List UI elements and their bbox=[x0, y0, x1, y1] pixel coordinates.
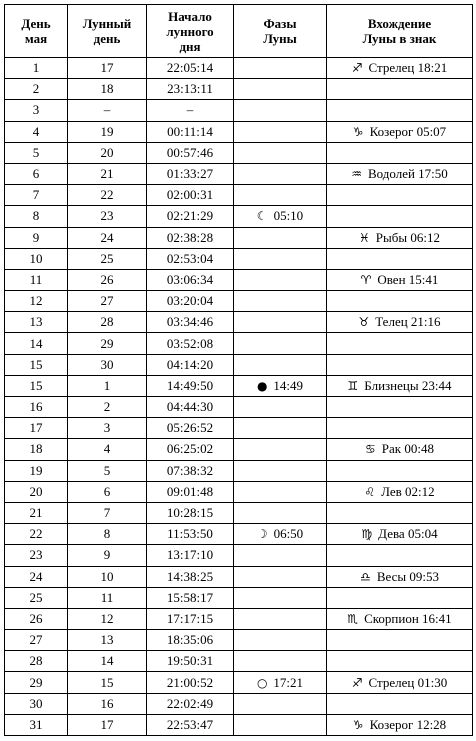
sign-entry-text: Козерог 05:07 bbox=[369, 123, 447, 139]
table-row bbox=[5, 79, 473, 100]
start-time-cell: 02:00:31 bbox=[147, 185, 234, 206]
table-row bbox=[5, 248, 473, 269]
day-cell: 22 bbox=[5, 524, 68, 545]
header-day-line1: День bbox=[21, 16, 51, 31]
lunar-calendar bbox=[4, 4, 473, 736]
table-row bbox=[5, 481, 473, 502]
table-row bbox=[5, 375, 473, 396]
aries-icon: ♈ bbox=[360, 272, 372, 287]
start-time-cell: 17:17:15 bbox=[147, 608, 234, 629]
table-row bbox=[5, 587, 473, 608]
phase-cell bbox=[234, 481, 327, 502]
header-phase-line2: Луны bbox=[263, 31, 297, 46]
header-phase bbox=[234, 5, 327, 58]
start-time-cell: 03:20:04 bbox=[147, 291, 234, 312]
table-row bbox=[5, 693, 473, 714]
lunar-day-cell: 30 bbox=[68, 354, 147, 375]
header-sign bbox=[327, 5, 473, 58]
phase-cell bbox=[234, 100, 327, 121]
day-cell: 24 bbox=[5, 566, 68, 587]
day-cell: 26 bbox=[5, 608, 68, 629]
start-time-cell: 02:21:29 bbox=[147, 206, 234, 227]
cancer-icon: ♋ bbox=[365, 442, 376, 457]
lunar-day-cell: 13 bbox=[68, 630, 147, 651]
table-row bbox=[5, 58, 473, 79]
start-time-cell: 21:00:52 bbox=[147, 672, 234, 693]
phase-cell bbox=[234, 121, 327, 142]
start-time-cell: 03:52:08 bbox=[147, 333, 234, 354]
phase-cell bbox=[234, 651, 327, 672]
sign-cell bbox=[327, 291, 473, 312]
phase-cell bbox=[234, 185, 327, 206]
header-start-line1: Начало bbox=[168, 8, 212, 24]
sign-cell bbox=[327, 439, 473, 460]
table-row bbox=[5, 397, 473, 418]
header-lunar-day bbox=[68, 5, 147, 58]
lunar-day-cell: 16 bbox=[68, 693, 147, 714]
day-cell: 28 bbox=[5, 651, 68, 672]
sign-entry-text: Водолей 17:50 bbox=[367, 166, 448, 182]
sign-cell bbox=[327, 121, 473, 142]
sign-cell bbox=[327, 502, 473, 523]
table-row bbox=[5, 524, 473, 545]
day-cell: 27 bbox=[5, 630, 68, 651]
first-quarter-moon-icon: ☽ bbox=[256, 527, 268, 542]
day-cell: 19 bbox=[5, 460, 68, 481]
header-lunar-line1: Лунный bbox=[82, 16, 132, 31]
phase-cell bbox=[234, 460, 327, 481]
sign-cell bbox=[327, 693, 473, 714]
start-time-cell: 03:34:46 bbox=[147, 312, 234, 333]
table-row bbox=[5, 714, 473, 735]
table-row bbox=[5, 502, 473, 523]
day-cell: 29 bbox=[5, 672, 68, 693]
sign-entry-text: Скорпион 16:41 bbox=[364, 610, 452, 626]
day-cell: 21 bbox=[5, 502, 68, 523]
start-time-cell: 04:14:20 bbox=[147, 354, 234, 375]
phase-cell bbox=[234, 545, 327, 566]
lunar-day-cell: 17 bbox=[68, 714, 147, 735]
table-row bbox=[5, 460, 473, 481]
phase-cell bbox=[234, 58, 327, 79]
start-time-cell: 05:26:52 bbox=[147, 418, 234, 439]
header-start-line3: дня bbox=[179, 38, 201, 54]
lunar-day-cell: – bbox=[68, 100, 147, 121]
day-cell: 1 bbox=[5, 58, 68, 79]
phase-cell bbox=[234, 142, 327, 163]
lunar-day-cell: 11 bbox=[68, 587, 147, 608]
lunar-day-cell: 5 bbox=[68, 460, 147, 481]
sign-entry-text: Лев 02:12 bbox=[381, 483, 435, 499]
day-cell: 30 bbox=[5, 693, 68, 714]
sign-cell bbox=[327, 714, 473, 735]
lunar-day-cell: 17 bbox=[68, 58, 147, 79]
phase-cell bbox=[234, 524, 327, 545]
sign-cell bbox=[327, 545, 473, 566]
scorpio-icon: ♏ bbox=[347, 611, 359, 626]
start-time-cell: 07:38:32 bbox=[147, 460, 234, 481]
start-time-cell: 23:13:11 bbox=[147, 79, 234, 100]
sign-cell bbox=[327, 418, 473, 439]
day-cell: 16 bbox=[5, 397, 68, 418]
table-row bbox=[5, 333, 473, 354]
libra-icon: ♎ bbox=[360, 569, 371, 584]
sign-cell bbox=[327, 587, 473, 608]
phase-cell bbox=[234, 206, 327, 227]
gemini-icon: ♊ bbox=[347, 378, 359, 393]
sign-entry-text: Стрелец 01:30 bbox=[368, 674, 448, 690]
lunar-day-cell: 12 bbox=[68, 608, 147, 629]
sagittarius-icon: ♐ bbox=[351, 61, 363, 76]
lunar-day-cell: 26 bbox=[68, 269, 147, 290]
sign-entry-text: Весы 09:53 bbox=[376, 568, 439, 584]
lunar-day-cell: 23 bbox=[68, 206, 147, 227]
start-time-cell: – bbox=[147, 100, 234, 121]
day-cell: 3 bbox=[5, 100, 68, 121]
lunar-day-cell: 22 bbox=[68, 185, 147, 206]
start-time-cell: 19:50:31 bbox=[147, 651, 234, 672]
leo-icon: ♌ bbox=[364, 484, 376, 499]
start-time-cell: 06:25:02 bbox=[147, 439, 234, 460]
start-time-cell: 03:06:34 bbox=[147, 269, 234, 290]
header-day bbox=[5, 5, 68, 58]
start-time-cell: 02:53:04 bbox=[147, 248, 234, 269]
sign-cell bbox=[327, 312, 473, 333]
table-row bbox=[5, 608, 473, 629]
phase-cell bbox=[234, 714, 327, 735]
phase-cell bbox=[234, 608, 327, 629]
header-day-line2: мая bbox=[24, 31, 48, 46]
sign-cell bbox=[327, 481, 473, 502]
day-cell: 17 bbox=[5, 418, 68, 439]
start-time-cell: 04:44:30 bbox=[147, 397, 234, 418]
lunar-day-cell: 4 bbox=[68, 439, 147, 460]
day-cell: 12 bbox=[5, 291, 68, 312]
lunar-day-cell: 6 bbox=[68, 481, 147, 502]
start-time-cell: 13:17:10 bbox=[147, 545, 234, 566]
phase-cell bbox=[234, 418, 327, 439]
phase-cell bbox=[234, 672, 327, 693]
header-sign-line2: Луны в знак bbox=[362, 31, 437, 46]
lunar-day-cell: 8 bbox=[68, 524, 147, 545]
day-cell: 23 bbox=[5, 545, 68, 566]
lunar-day-cell: 27 bbox=[68, 291, 147, 312]
sign-cell bbox=[327, 227, 473, 248]
start-time-cell: 02:38:28 bbox=[147, 227, 234, 248]
start-time-cell: 14:38:25 bbox=[147, 566, 234, 587]
sign-cell bbox=[327, 397, 473, 418]
header-sign-line1: Вхождение bbox=[367, 16, 432, 31]
table-row bbox=[5, 269, 473, 290]
table-row bbox=[5, 206, 473, 227]
sign-entry-text: Рак 00:48 bbox=[381, 441, 434, 457]
lunar-day-cell: 24 bbox=[68, 227, 147, 248]
sagittarius-icon: ♐ bbox=[351, 675, 363, 690]
table-row bbox=[5, 439, 473, 460]
sign-cell bbox=[327, 79, 473, 100]
table-row bbox=[5, 291, 473, 312]
sign-cell bbox=[327, 608, 473, 629]
lunar-day-cell: 14 bbox=[68, 651, 147, 672]
phase-time: 05:10 bbox=[273, 208, 304, 224]
day-cell: 9 bbox=[5, 227, 68, 248]
day-cell: 7 bbox=[5, 185, 68, 206]
sign-cell bbox=[327, 206, 473, 227]
capricorn-icon: ♑ bbox=[352, 124, 364, 139]
phase-cell bbox=[234, 630, 327, 651]
sign-cell bbox=[327, 672, 473, 693]
sign-cell bbox=[327, 375, 473, 396]
phase-cell bbox=[234, 354, 327, 375]
table-row bbox=[5, 121, 473, 142]
table-row bbox=[5, 312, 473, 333]
phase-cell bbox=[234, 502, 327, 523]
phase-cell bbox=[234, 693, 327, 714]
day-cell: 15 bbox=[5, 354, 68, 375]
day-cell: 18 bbox=[5, 439, 68, 460]
start-time-cell: 22:02:49 bbox=[147, 693, 234, 714]
aquarius-icon: ♒ bbox=[351, 167, 362, 182]
lunar-day-cell: 7 bbox=[68, 502, 147, 523]
lunar-day-cell: 19 bbox=[68, 121, 147, 142]
lunar-day-cell: 28 bbox=[68, 312, 147, 333]
sign-entry-text: Рыбы 06:12 bbox=[375, 229, 440, 245]
day-cell: 15 bbox=[5, 375, 68, 396]
day-cell: 14 bbox=[5, 333, 68, 354]
sign-entry-text: Близнецы 23:44 bbox=[364, 377, 452, 393]
table-row bbox=[5, 651, 473, 672]
day-cell: 13 bbox=[5, 312, 68, 333]
sign-cell bbox=[327, 566, 473, 587]
table-row bbox=[5, 354, 473, 375]
phase-cell bbox=[234, 397, 327, 418]
start-time-cell: 10:28:15 bbox=[147, 502, 234, 523]
start-time-cell: 11:53:50 bbox=[147, 524, 234, 545]
phase-cell bbox=[234, 291, 327, 312]
day-cell: 31 bbox=[5, 714, 68, 735]
lunar-day-cell: 3 bbox=[68, 418, 147, 439]
sign-cell bbox=[327, 248, 473, 269]
last-quarter-moon-icon: ☾ bbox=[256, 209, 268, 224]
table-row bbox=[5, 672, 473, 693]
phase-time: 06:50 bbox=[273, 526, 304, 542]
start-time-cell: 01:33:27 bbox=[147, 163, 234, 184]
sign-cell bbox=[327, 460, 473, 481]
sign-cell bbox=[327, 142, 473, 163]
start-time-cell: 15:58:17 bbox=[147, 587, 234, 608]
start-time-cell: 00:57:46 bbox=[147, 142, 234, 163]
phase-cell bbox=[234, 79, 327, 100]
lunar-day-cell: 25 bbox=[68, 248, 147, 269]
phase-cell bbox=[234, 439, 327, 460]
sign-cell bbox=[327, 100, 473, 121]
day-cell: 5 bbox=[5, 142, 68, 163]
taurus-icon: ♉ bbox=[358, 315, 370, 330]
table-row bbox=[5, 630, 473, 651]
sign-cell bbox=[327, 354, 473, 375]
day-cell: 8 bbox=[5, 206, 68, 227]
day-cell: 4 bbox=[5, 121, 68, 142]
lunar-day-cell: 29 bbox=[68, 333, 147, 354]
table-row bbox=[5, 418, 473, 439]
table-row bbox=[5, 163, 473, 184]
day-cell: 20 bbox=[5, 481, 68, 502]
table-row bbox=[5, 545, 473, 566]
header-lunar-line2: день bbox=[93, 31, 121, 46]
header-start-line2: лунного bbox=[166, 23, 214, 39]
phase-cell bbox=[234, 375, 327, 396]
header-row bbox=[5, 5, 473, 58]
day-cell: 11 bbox=[5, 269, 68, 290]
phase-time: 14:49 bbox=[273, 377, 304, 393]
sign-cell bbox=[327, 185, 473, 206]
table-row bbox=[5, 566, 473, 587]
start-time-cell: 09:01:48 bbox=[147, 481, 234, 502]
sign-cell bbox=[327, 651, 473, 672]
start-time-cell: 00:11:14 bbox=[147, 121, 234, 142]
sign-cell bbox=[327, 524, 473, 545]
lunar-day-cell: 21 bbox=[68, 163, 147, 184]
phase-cell bbox=[234, 566, 327, 587]
start-time-cell: 22:05:14 bbox=[147, 58, 234, 79]
lunar-day-cell: 10 bbox=[68, 566, 147, 587]
day-cell: 25 bbox=[5, 587, 68, 608]
day-cell: 10 bbox=[5, 248, 68, 269]
lunar-day-cell: 20 bbox=[68, 142, 147, 163]
phase-cell bbox=[234, 227, 327, 248]
day-cell: 2 bbox=[5, 79, 68, 100]
phase-cell bbox=[234, 269, 327, 290]
phase-cell bbox=[234, 333, 327, 354]
sign-entry-text: Овен 15:41 bbox=[377, 271, 439, 287]
header-start bbox=[147, 5, 234, 58]
sign-cell bbox=[327, 269, 473, 290]
capricorn-icon: ♑ bbox=[352, 717, 364, 732]
lunar-day-cell: 18 bbox=[68, 79, 147, 100]
sign-entry-text: Телец 21:16 bbox=[375, 314, 441, 330]
lunar-day-cell: 2 bbox=[68, 397, 147, 418]
header-phase-line1: Фазы bbox=[263, 16, 297, 31]
full-moon-icon: ○ bbox=[256, 675, 268, 690]
virgo-icon: ♍ bbox=[361, 527, 373, 542]
lunar-table bbox=[4, 4, 473, 736]
start-time-cell: 14:49:50 bbox=[147, 375, 234, 396]
table-row bbox=[5, 142, 473, 163]
sign-cell bbox=[327, 630, 473, 651]
table-row bbox=[5, 100, 473, 121]
phase-cell bbox=[234, 248, 327, 269]
sign-cell bbox=[327, 163, 473, 184]
phase-cell bbox=[234, 163, 327, 184]
sign-entry-text: Стрелец 18:21 bbox=[368, 60, 448, 76]
lunar-day-cell: 9 bbox=[68, 545, 147, 566]
start-time-cell: 22:53:47 bbox=[147, 714, 234, 735]
sign-cell bbox=[327, 58, 473, 79]
phase-cell bbox=[234, 587, 327, 608]
pisces-icon: ♓ bbox=[359, 230, 370, 245]
lunar-day-cell: 1 bbox=[68, 375, 147, 396]
phase-time: 17:21 bbox=[273, 674, 304, 690]
lunar-day-cell: 15 bbox=[68, 672, 147, 693]
table-body bbox=[5, 58, 473, 736]
sign-entry-text: Козерог 12:28 bbox=[369, 716, 447, 732]
start-time-cell: 18:35:06 bbox=[147, 630, 234, 651]
sign-entry-text: Дева 05:04 bbox=[378, 526, 438, 542]
day-cell: 6 bbox=[5, 163, 68, 184]
table-row bbox=[5, 185, 473, 206]
table-row bbox=[5, 227, 473, 248]
new-moon-icon: ● bbox=[256, 378, 268, 393]
phase-cell bbox=[234, 312, 327, 333]
sign-cell bbox=[327, 333, 473, 354]
